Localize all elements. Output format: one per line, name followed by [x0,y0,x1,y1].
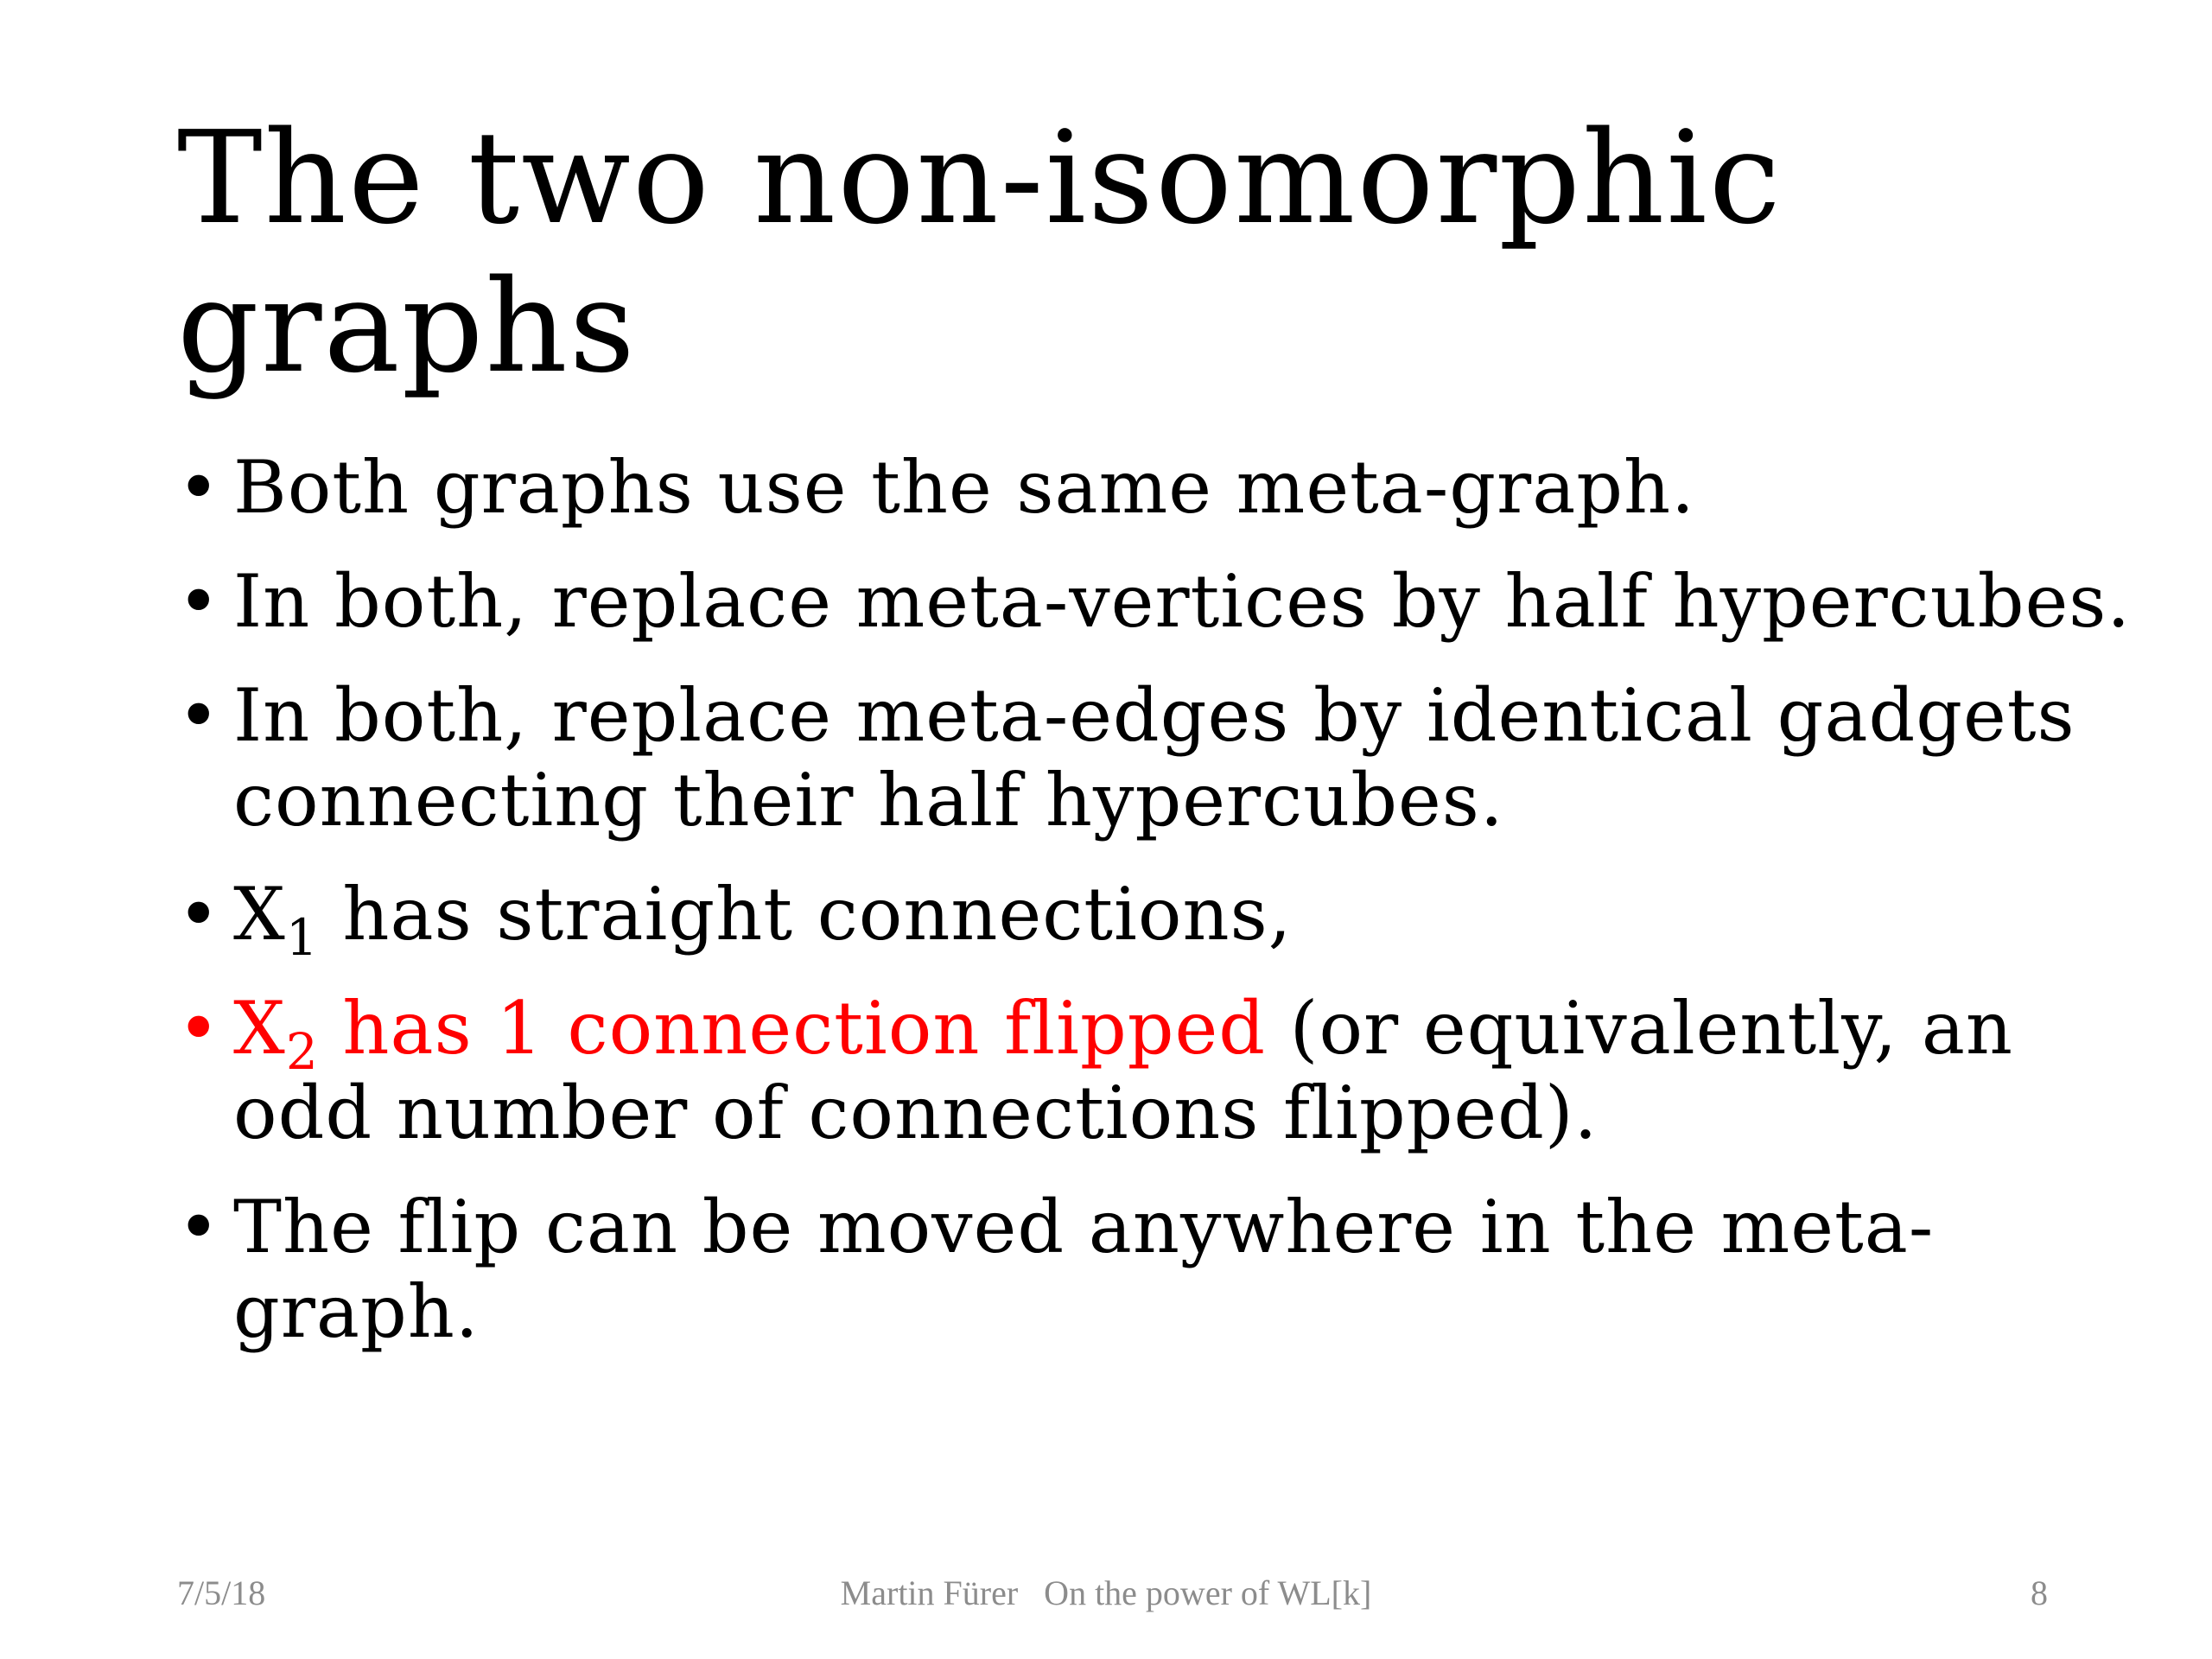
slide-title: The two non-isomorphic graphs [177,104,1783,401]
bullet-item [177,1185,2147,1354]
footer-page-number: 8 [2031,1573,2048,1612]
bullet-list [177,445,2147,1383]
bullet-text: The flip can be moved anywhere in the meta-graph. [233,1185,1935,1354]
footer-date: 7/5/18 [177,1573,266,1612]
bullet-glyph: • [177,1185,221,1269]
bullet-glyph: • [177,445,221,530]
bullet-text: (or equivalently, an odd number of connections flipped). [233,986,2014,1155]
bullet-text: In both, replace meta-edges by identical gadgets connecting their half hypercubes. [233,673,2075,842]
bullet-item [177,445,2147,530]
variable-subscript: 2 [285,1022,319,1081]
bullet-text: has straight connections, [318,872,1293,957]
bullet-item [177,673,2147,842]
variable-subscript: 1 [285,908,319,967]
variable-name: X [233,872,286,957]
variable-name: X [233,986,286,1071]
bullet-text: In both, replace meta-vertices by half hypercubes. [233,559,2132,644]
bullet-item-highlighted [177,986,2147,1155]
bullet-glyph: • [177,986,221,1071]
bullet-glyph: • [177,872,221,957]
bullet-item [177,872,2147,967]
bullet-glyph: • [177,559,221,644]
bullet-item [177,559,2147,644]
bullet-glyph: • [177,673,221,758]
highlighted-text: has 1 connection flipped [318,986,1266,1071]
footer-center: Martin Fürer On the power of WL[k] [840,1573,1372,1612]
bullet-text: Both graphs use the same meta-graph. [233,445,1695,530]
